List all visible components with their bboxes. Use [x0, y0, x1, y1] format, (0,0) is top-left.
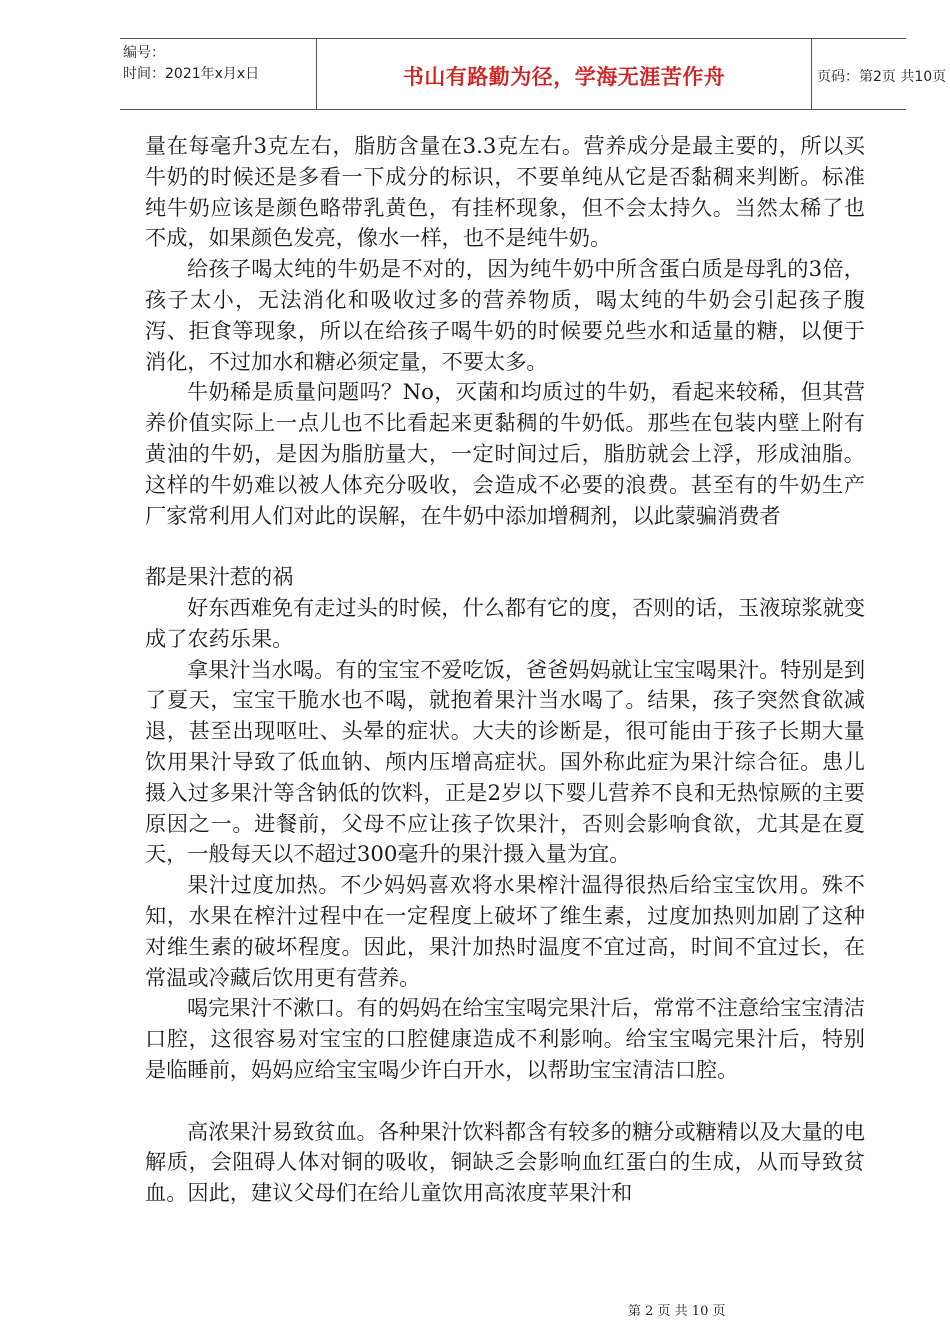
paragraph-pure-milk: 给孩子喝太纯的牛奶是不对的，因为纯牛奶中所含蛋白质是母乳的3倍，孩子太小，无法消化和吸收过多的营养物质，喝太纯的牛奶会引起孩子腹泻、拒食等现象，所以在给孩子喝牛奶的时候要兑些水和适量的糖，以便于消化，不过加水和糖必须定量，不要太多。: [145, 256, 865, 374]
header-page-cell: [811, 39, 947, 109]
header-meta-cell: [120, 39, 316, 109]
paragraph-milk-fat: 量在每毫升3克左右，脂肪含量在3.3克左右。营养成分是最主要的，所以买牛奶的时候还是多看一下成分的标识，不要单纯从它是否黏稠来判断。标准纯牛奶应该是颜色略带乳黄色，有挂杯现象，但不会太持久。当然太稀了也不成，如果颜色发亮，像水一样，也不是纯牛奶。: [145, 133, 865, 251]
header-motto-cell: [316, 39, 812, 109]
paragraph-juice-heating: 果汁过度加热。不少妈妈喜欢将水果榨汁温得很热后给宝宝饮用。殊不知，水果在榨汁过程中在一定程度上破坏了维生素，过度加热则加剧了这种对维生素的破坏程度。因此，果汁加热时温度不宜过高，时间不宜过长，在常温或冷藏后饮用更有营养。: [145, 872, 865, 990]
page-footer: 第 2 页 共 10 页: [628, 1304, 726, 1319]
paragraph-rinse-mouth: 喝完果汁不漱口。有的妈妈在给宝宝喝完果汁后，常常不注意给宝宝清洁口腔，这很容易对宝宝的口腔健康造成不利影响。给宝宝喝完果汁后，特别是临睡前，妈妈应给宝宝喝少许白开水，以帮助宝宝清洁口腔。: [145, 995, 866, 1082]
document-body: [145, 131, 865, 1209]
time-label: 时间：2021年x月x日: [123, 66, 260, 82]
paragraph-anemia: 高浓果汁易致贫血。各种果汁饮料都含有较多的糖分或糖精以及大量的电解质，会阻碍人体对铜的吸收，铜缺乏会影响血红蛋白的生成，从而导致贫血。因此，建议父母们在给儿童饮用高浓度苹果汁和: [145, 1118, 866, 1206]
page-number-label: 页码：第2页 共10页: [817, 69, 947, 85]
section-heading: 都是果汁惹的祸: [145, 564, 294, 590]
paragraph-thin-milk: 牛奶稀是质量问题吗？No，灭菌和均质过的牛奶，看起来较稀，但其营养价值实际上一点儿也不比看起来更黏稠的牛奶低。那些在包装内壁上附有黄油的牛奶，是因为脂肪量大，一定时间过后，脂肪就会上浮，形成油脂。这样的牛奶难以被人体充分吸收，会造成不必要的浪费。甚至有的牛奶生产厂家常利用人们对此的误解，在牛奶中添加增稠剂，以此蒙骗消费者: [145, 379, 865, 528]
page-header: [120, 38, 947, 110]
serial-number-label: 编号：: [123, 45, 165, 61]
paragraph-juice-as-water: 拿果汁当水喝。有的宝宝不爱吃饭，爸爸妈妈就让宝宝喝果汁。特别是到了夏天，宝宝干脆水也不喝，就抱着果汁当水喝了。结果，孩子突然食欲减退，甚至出现呕吐、头晕的症状。大夫的诊断是，很可能由于孩子长期大量饮用果汁导致了低血钠、颅内压增高症状。国外称此症为果汁综合征。患儿摄入过多果汁等含钠低的饮料，正是2岁以下婴儿营养不良和无热惊厥的主要原因之一。进餐前，父母不应让孩子饮果汁，否则会影响食欲，尤其是在夏天，一般每天以不超过300毫升的果汁摄入量为宜。: [145, 656, 866, 867]
motto-text: 书山有路勤为径，学海无涯苦作舟: [402, 65, 726, 89]
paragraph-intro: 好东西难免有走过头的时候，什么都有它的度，否则的话，玉液琼浆就变成了农药乐果。: [145, 594, 866, 651]
